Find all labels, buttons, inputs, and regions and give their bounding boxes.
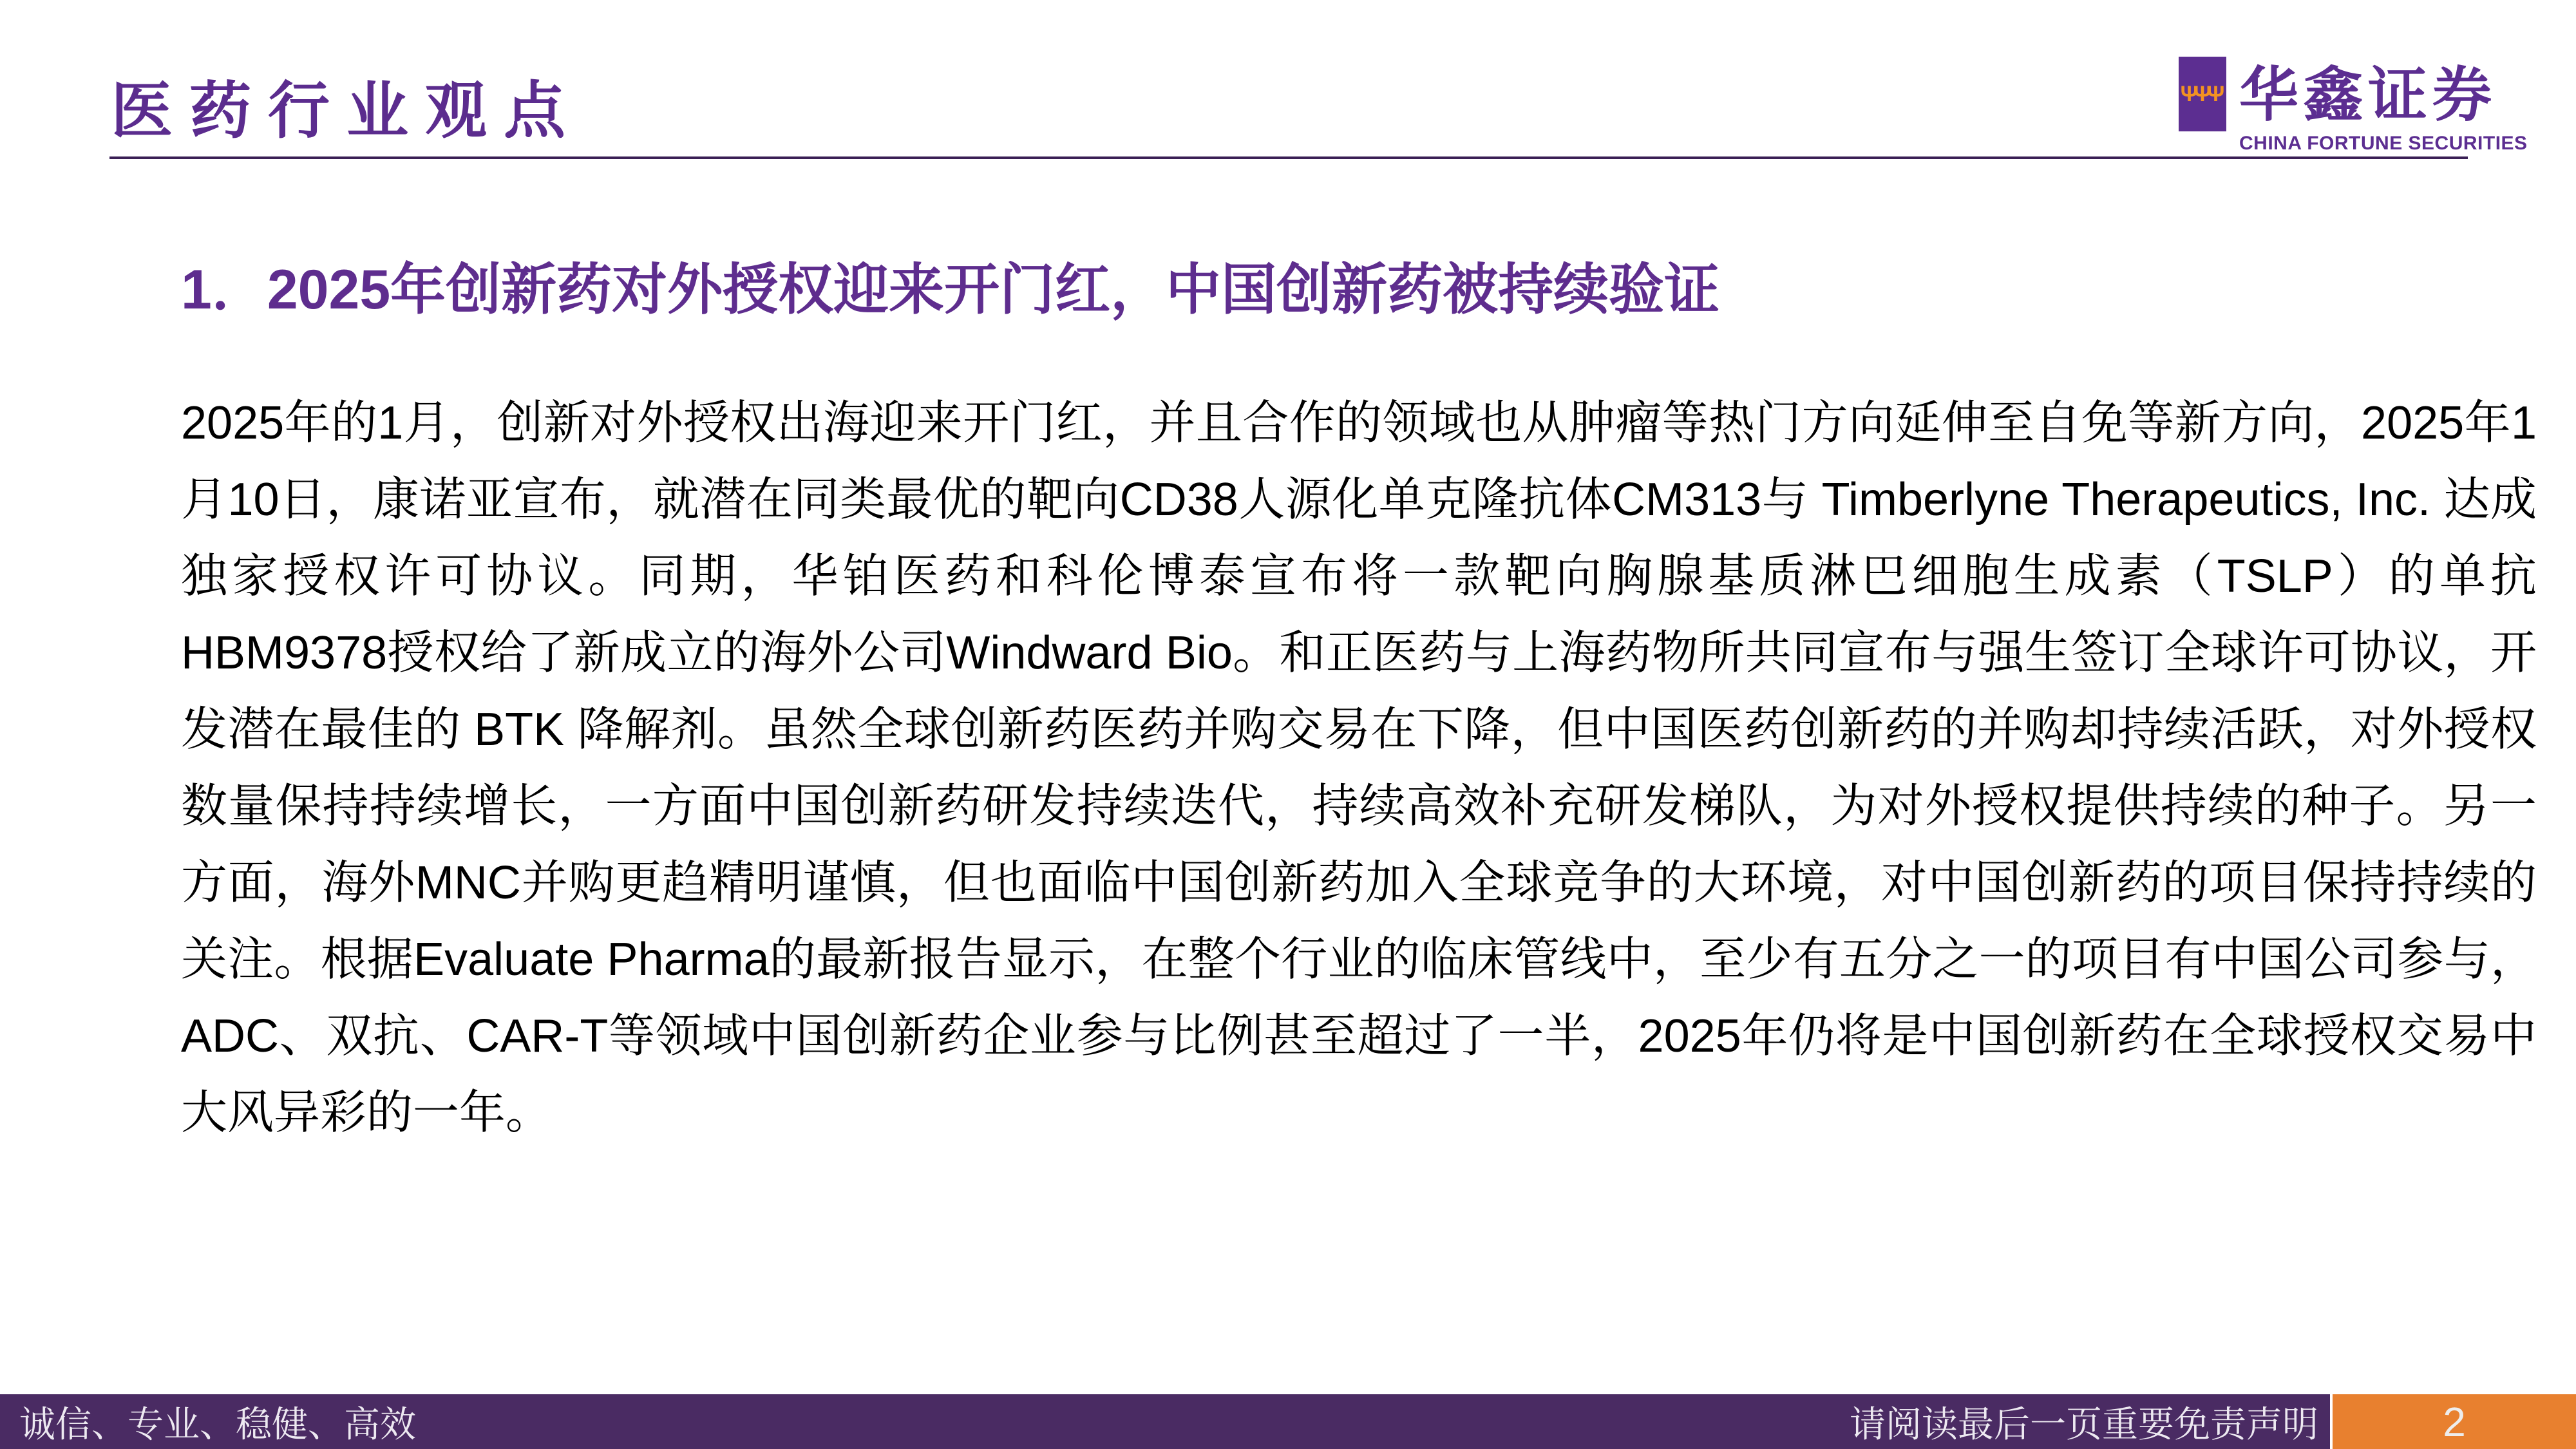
body-paragraph: 2025年的1月，创新对外授权出海迎来开门红，并且合作的领域也从肿瘤等热门方向延伸至自免等新方向，2025年1月10日，康诺亚宣布，就潜在同类最优的靶向CD38人源化单克隆抗体CM313与 Timberlyne Therapeutics, Inc. 达成独家授权许可协议。同期，华铂医药和科伦博泰宣布将一款靶向胸腺基质淋巴细胞生成素（TSLP）的单抗HBM9378授权给了新成立的海外公司Windward Bio。和正医药与上海药物所共同宣布与强生签订全球许可协议，开发潜在最佳的 BTK 降解剂。虽然全球创新药医药并购交易在下降，但中国医药创新药的并购却持续活跃，对外授权数量保持持续增长，一方面中国创新药研发持续迭代，持续高效补充研发梯队，为对外授权提供持续的种子。另一方面，海外MNC并购更趋精明谨慎，但也面临中国创新药加入全球竞争的大环境，对中国创新药的项目保持持续的关注。根据Evaluate Pharma的最新报告显示，在整个行业的临床管线中，至少有五分之一的项目有中国公司参与，ADC、双抗、CAR-T等领域中国创新药企业参与比例甚至超过了一半，2025年仍将是中国创新药在全球授权交易中大风异彩的一年。 <box>181 397 2537 1139</box>
page-number-box <box>2333 1394 2576 1449</box>
logo-flames-icon: ΨΨΨ <box>2179 57 2226 131</box>
footer-disclaimer: 请阅读最后一页重要免责声明 <box>1850 1403 2318 1444</box>
header-divider <box>109 156 2468 159</box>
company-logo <box>2179 57 2528 155</box>
section-heading: 1．2025年创新药对外授权迎来开门红，中国创新药被持续验证 <box>181 259 1720 321</box>
logo-text-block <box>2239 57 2528 155</box>
logo-company-name-en: CHINA FORTUNE SECURITIES <box>2239 133 2528 154</box>
page-number: 2 <box>2443 1398 2466 1445</box>
footer-bar <box>0 1394 2330 1449</box>
page-title: 医药行业观点 <box>111 77 582 146</box>
footer-slogan: 诚信、专业、稳健、高效 <box>19 1403 416 1444</box>
logo-company-name-cn: 华鑫证券 <box>2239 62 2497 128</box>
